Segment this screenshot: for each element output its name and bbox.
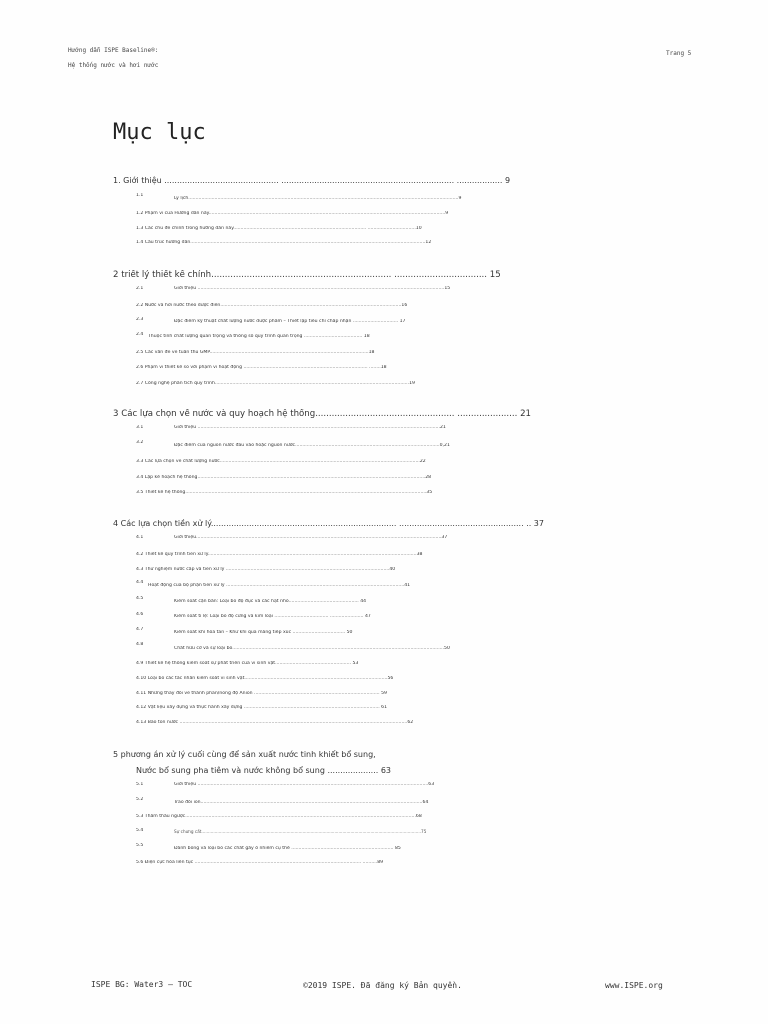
toc-entry[interactable]: Đặc điểm của nguồn nước đầu vào hoặc nguồn nước...................................................................................................0,21: [174, 443, 450, 448]
toc-entry-number: 4.8: [136, 642, 144, 647]
footer-left: ISPE BG: Water3 – TOC: [91, 980, 193, 989]
toc-entry[interactable]: 3.3 Các lựa chọn về chất lượng nước.........................................................................................................................................22: [136, 459, 426, 464]
toc-entry[interactable]: Đặc điểm kỹ thuật chất lượng nước dược phẩm – Thiết lập tiêu chí chấp nhận ............................... 17: [174, 319, 406, 324]
footer-website[interactable]: www.ISPE.org: [605, 981, 663, 990]
toc-entry[interactable]: 4.12 Vật liệu xây dựng và thực hành xây dựng ............................................................................................. 61: [136, 705, 388, 710]
toc-entry[interactable]: Kiểm soát khí hòa tan – Khử khí qua màng tiếp xúc .................................... 50: [174, 630, 353, 635]
toc-entry[interactable]: 2.2 Nước và hơi nước theo dược điển............................................................................................................................16: [136, 303, 408, 308]
toc-entry[interactable]: 4.9 Thiết kế hệ thống kiểm soát sự phát triển của vi sinh vật.................................................... 53: [136, 661, 359, 666]
toc-entry[interactable]: Giới thiệu ..............................................................................................................................................................63: [174, 782, 435, 787]
toc-entry-number: 4.6: [136, 612, 144, 617]
toc-entry[interactable]: Lý lịch.........................................................................................................................................................................................9: [174, 196, 462, 201]
toc-entry[interactable]: 5.6 Điện cực hóa liên tục .................................................................................................................. ..........89: [136, 860, 384, 865]
toc-entry[interactable]: 4.11 Những thay đổi về thành phần/nồng độ Anion ...................................................................................... 59: [136, 691, 387, 696]
toc-entry[interactable]: Kiểm soát cặn bẩn: Loại bỏ độ đục và các hạt nhỏ................................................ 44: [174, 599, 367, 604]
toc-entry[interactable]: 2 triết lý thiết kế chính.................................................................. .................................. 15: [113, 270, 501, 280]
toc-entry-number: 5.5: [136, 843, 144, 848]
toc-entry-number: 4.1: [136, 535, 144, 540]
toc-entry[interactable]: 3.4 Lập kế hoạch hệ thống............................................................................................................................................................28: [136, 475, 432, 480]
header-left-line1: Hướng dẫn ISPE Baseline®:: [68, 47, 159, 54]
toc-entry[interactable]: Thuộc tính chất lượng quan trọng và thông số quy trình quan trọng ........................................ 18: [148, 334, 370, 339]
toc-entry[interactable]: 2.5 Các vấn đề về tuân thủ GMP.............................................................................................................18: [136, 350, 375, 355]
toc-entry-number: 1.1: [136, 193, 144, 198]
toc-entry-number: 4.7: [136, 627, 144, 632]
toc-entry[interactable]: Trao đổi ion........................................................................................................................................................64: [174, 800, 429, 805]
toc-entry-number: 2.3: [136, 317, 144, 322]
toc-entry[interactable]: 4.13 Bảo tồn nước ............................................................................................................................................................62: [136, 720, 414, 725]
toc-entry[interactable]: 5.3 Thẩm thấu ngược..............................................................................................................................................................68: [136, 814, 422, 819]
toc-entry-number: 5.4: [136, 828, 144, 833]
toc-entry-number: 2.1: [136, 286, 144, 291]
toc-entry-number: 2.4: [136, 332, 144, 337]
toc-entry[interactable]: 2.6 Phạm vi thiết kế so với phạm vi hoạt động ..................................................................................... ........18: [136, 365, 387, 370]
toc-entry[interactable]: 1.4 Cấu trúc hướng dẫn.................................................................................................................................................................12: [136, 240, 432, 245]
toc-entry-number: 5.2: [136, 797, 144, 802]
toc-entry[interactable]: Sự chưng cất.....................................................................................................................................................................75: [174, 829, 427, 834]
toc-entry[interactable]: 2.7 Công nghệ phân tích quy trình.....................................................................................................................................19: [136, 381, 415, 386]
toc-entry[interactable]: 4.3 Thử nghiệm nước cấp và tiền xử lý ................................................................................................................40: [136, 567, 396, 572]
toc-entry[interactable]: 3.5 Thiết kế hệ thống.....................................................................................................................................................................35: [136, 490, 433, 495]
toc-entry[interactable]: Chất hữu cơ và sự loại bỏ.................................................................................................................................................50: [174, 646, 450, 651]
toc-entry[interactable]: Giới thiệu ......................................................................................................................................................................21: [174, 425, 446, 430]
header-left-line2: Hệ thống nước và hơi nước: [68, 62, 159, 69]
toc-entry[interactable]: 4 Các lựa chọn tiền xử lý......................................................................... ................................................. .. 37: [113, 519, 544, 528]
header-page-number: Trang 5: [666, 50, 692, 57]
toc-entry[interactable]: 1.2 Phạm vi của Hướng dẫn này..................................................................................................................................................................9: [136, 211, 449, 216]
toc-entry-number: 4.5: [136, 596, 144, 601]
toc-entry[interactable]: Nước bổ sung pha tiêm và nước không bổ sung .................... 63: [136, 766, 392, 775]
toc-entry-number: 4.4: [136, 580, 144, 585]
toc-entry[interactable]: Kiểm soát tỉ lệ: Loại bỏ độ cứng và kim loại ..................................... ....................... 47: [174, 614, 371, 619]
toc-entry-number: 3.2: [136, 440, 144, 445]
toc-entry[interactable]: 1. Giới thiệu ............................................. .................................................................... .................. 9: [113, 176, 511, 185]
toc-entry[interactable]: Giới thiệu........................................................................................................................................................................37: [174, 535, 448, 540]
toc-entry[interactable]: 5 phương án xử lý cuối cùng để sản xuất nước tinh khiết bổ sung,: [113, 750, 376, 759]
page-title: Mục lục: [113, 120, 206, 145]
toc-entry[interactable]: Hoạt động của bộ phận tiền xử lý ..........................................................................................................................41: [148, 583, 411, 588]
toc-entry-number: 5.1: [136, 782, 144, 787]
toc-entry-number: 3.1: [136, 425, 144, 430]
toc-entry[interactable]: 1.3 Các chủ đề chính trong hướng dẫn này........................................................................................... .................................10: [136, 226, 422, 231]
footer-copyright: ©2019 ISPE. Đã đăng ký Bản quyền.: [303, 981, 462, 990]
toc-entry[interactable]: 4.10 Loại bỏ các tác nhân kiểm soát vi sinh vật..................................................................................................56: [136, 676, 394, 681]
toc-entry[interactable]: Giới thiệu .........................................................................................................................................................................15: [174, 286, 451, 291]
toc-entry[interactable]: Đánh bóng và loại bỏ các chất gây ô nhiễm cụ thể ...................................................................... 85: [174, 846, 401, 851]
toc-entry[interactable]: 4.2 Thiết kế quy trình tiền xử lý...............................................................................................................................................38: [136, 552, 423, 557]
toc-entry[interactable]: 3 Các lựa chọn về nước và quy hoạch hệ thống................................................... ...................... 21: [113, 409, 532, 419]
